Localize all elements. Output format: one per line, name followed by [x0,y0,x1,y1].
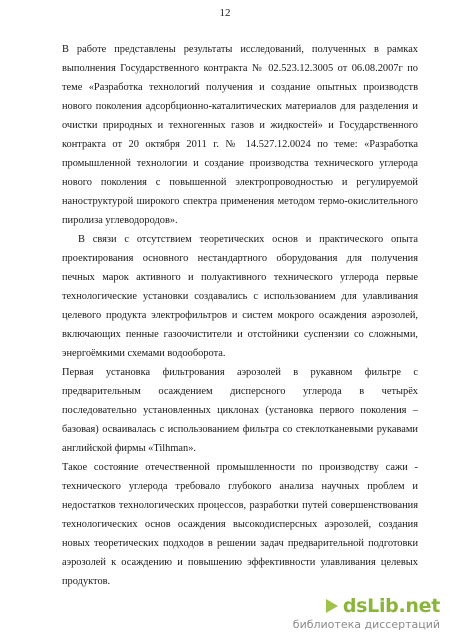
watermark-subtitle: библиотека диссертаций [292,618,440,631]
play-triangle-icon [326,599,338,613]
page-number: 12 [219,7,231,19]
document-body [62,40,418,591]
paragraph-contracts: В работе представлены результаты исследований, полученных в рамках выполнения Государственного контракта № 02.523.12.3005 от 06.08.2007г по теме «Разработка технологий получения и создание опытных производств нового поколения адсорбционно-каталитических материалов для разделения и очистки природных и техногенных газов и жидкостей» и Государственного контракта от 20 октября 2011 г. № 14.527.12.0024 по теме: «Разработка промышленной технологии и создание производства технического углерода нового поколения с повышенной электропроводностью и регулируемой наноструктурой широкого спектра применения методом термо-окислительного пиролиза углеводородов». [62,44,418,226]
watermark[interactable] [293,595,440,631]
paragraph-equipment: В связи с отсутствием теоретических основ и практического опыта проектирования основного нестандартного оборудования для получения печных марок активного и полуактивного технического углерода первые технологические установки создавались с использованием для улавливания целевого продукта электрофильтров и систем мокрого осаждения аэрозолей, включающих пенные газоочистители и отстойники суспензии со сложными, энергоёмкими схемами водооборота. [62,234,418,359]
watermark-logo: dsLib.net [342,595,440,617]
paragraph-industry-state: Такое состояние отечественной промышленности по производству сажи - технического углерода требовало глубокого анализа научных проблем и недостатков технологических процессов, разработки путей совершенствования технологических основ осаждения высокодисперсных аэрозолей, создания новых теоретических подходов в решении задач предварительной подготовки аэрозолей к осаждению и повышению эффективности улавливания целевых продуктов. [62,462,418,587]
watermark-logo-row [293,595,440,617]
paragraph-filter-installation: Первая установка фильтрования аэрозолей в рукавном фильтре с предварительным осаждением дисперсного углерода в четырёх последовательно установленных циклонах (установка первого поколения – базовая) осваивалась с использованием фильтра со стеклотканевыми рукавами английской фирмы «Tilhman». [62,367,418,454]
